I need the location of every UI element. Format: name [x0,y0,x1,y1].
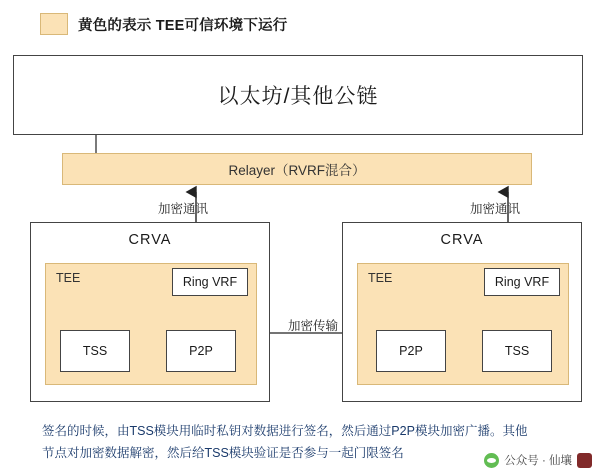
tee-label-left: TEE [56,271,81,285]
tss-block-left: TSS [60,330,130,372]
public-chain-label: 以太坊/其他公链 [217,85,379,108]
tee-box-left [45,263,257,385]
p2p-block-left: P2P [166,330,236,372]
tss-block-right: TSS [482,330,552,372]
crva-node-right [342,222,582,402]
tee-label-right: TEE [368,271,393,285]
caption-line-1: 签名的时候，由TSS模块用临时私钥对数据进行签名，然后通过P2P模块加密广播。其他 [42,424,528,438]
crva-title-right: CRVA [440,232,484,248]
relayer-label: Relayer（RVRF混合） [228,163,366,178]
label-encrypted-comm-right: 加密通讯 [470,202,521,216]
wechat-icon [484,453,499,468]
ring-vrf-left: Ring VRF [172,268,248,296]
crva-node-left [30,222,270,402]
label-encrypted-comm-left: 加密通讯 [158,202,209,216]
watermark [484,452,592,468]
caption-line-2: 节点对加密数据解密，然后给TSS模块验证是否参与一起门限签名 [42,446,404,460]
tee-box-right [357,263,569,385]
crva-title-left: CRVA [128,232,172,248]
watermark-label: 公众号 · 仙壤 [504,455,572,467]
legend-label: 黄色的表示 TEE可信环境下运行 [78,17,288,34]
p2p-block-right: P2P [376,330,446,372]
label-encrypted-transmit: 加密传输 [288,319,339,333]
ring-vrf-right: Ring VRF [484,268,560,296]
brand-icon [577,453,592,468]
